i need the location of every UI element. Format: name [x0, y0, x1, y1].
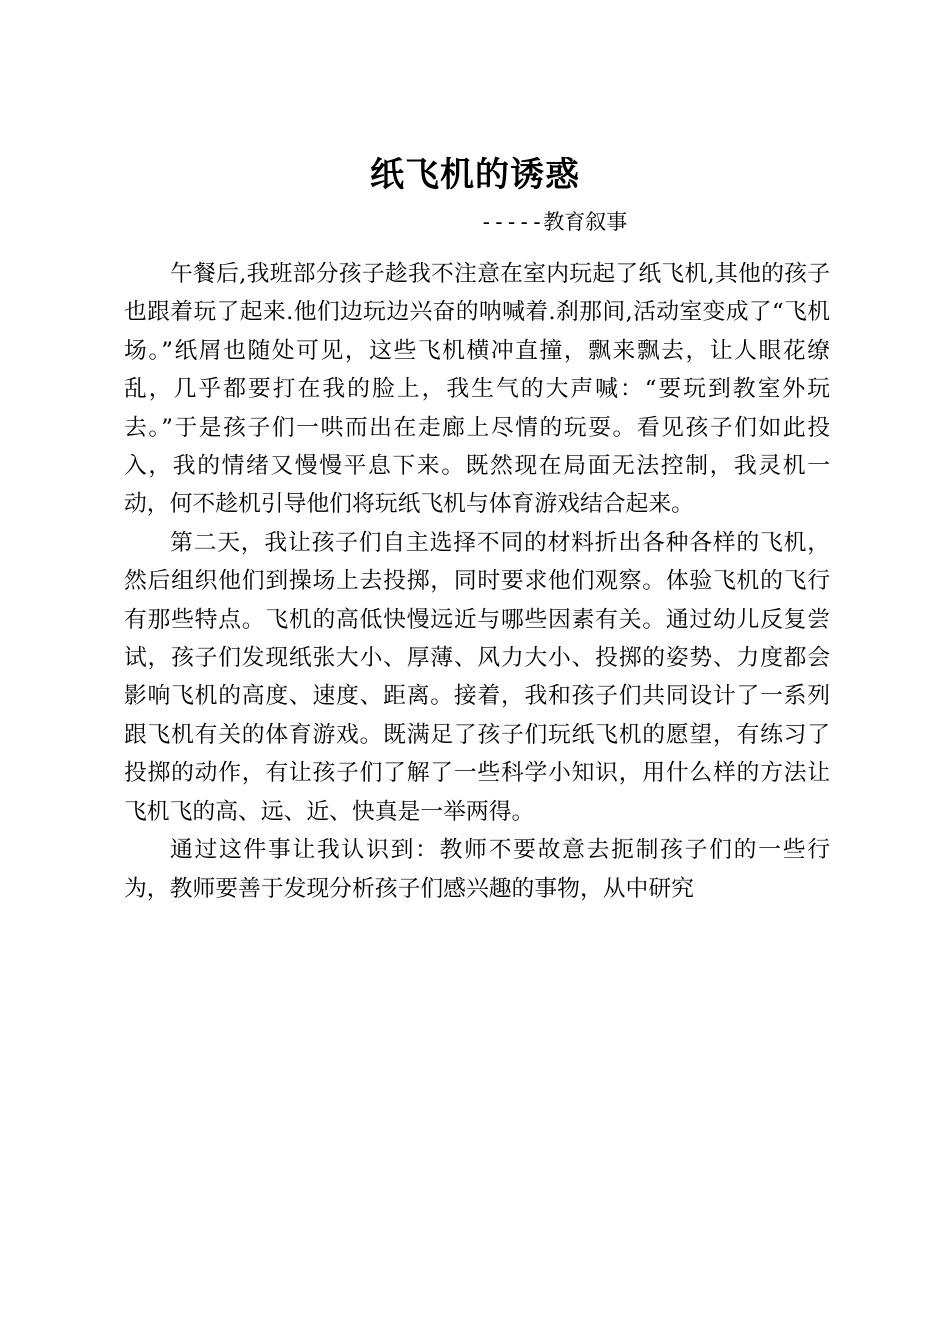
document-body	[124, 255, 830, 908]
paragraph-1: 午餐后,我班部分孩子趁我不注意在室内玩起了纸飞机,其他的孩子也跟着玩了起来.他们边玩边兴奋的呐喊着.刹那间,活动室变成了“飞机场。”纸屑也随处可见，这些飞机横冲直撞，飘来飘去，让人眼花缭乱，几乎都要打在我的脸上，我生气的大声喊：“要玩到教室外玩去。”于是孩子们一哄而出在走廊上尽情的玩耍。看见孩子们如此投入，我的情绪又慢慢平息下来。既然现在局面无法控制，我灵机一动，何不趁机引导他们将玩纸飞机与体育游戏结合起来。	[124, 261, 830, 518]
document-title: 纸飞机的诱惑	[370, 155, 580, 195]
paragraph-2: 第二天，我让孩子们自主选择不同的材料折出各种各样的飞机，然后组织他们到操场上去投掷，同时要求他们观察。体验飞机的飞行有那些特点。飞机的高低快慢远近与哪些因素有关。通过幼儿反复尝试，孩子们发现纸张大小、厚薄、风力大小、投掷的姿势、力度都会影响飞机的高度、速度、距离。接着，我和孩子们共同设计了一系列跟飞机有关的体育游戏。既满足了孩子们玩纸飞机的愿望，有练习了投掷的动作，有让孩子们了解了一些科学小知识，用什么样的方法让飞机飞的高、远、近、快真是一举两得。	[124, 529, 830, 825]
paragraph-3: 通过这件事让我认识到：教师不要故意去扼制孩子们的一些行为，教师要善于发现分析孩子们感兴趣的事物，从中研究	[124, 837, 830, 902]
document-subtitle: -----教育叙事	[480, 210, 628, 234]
